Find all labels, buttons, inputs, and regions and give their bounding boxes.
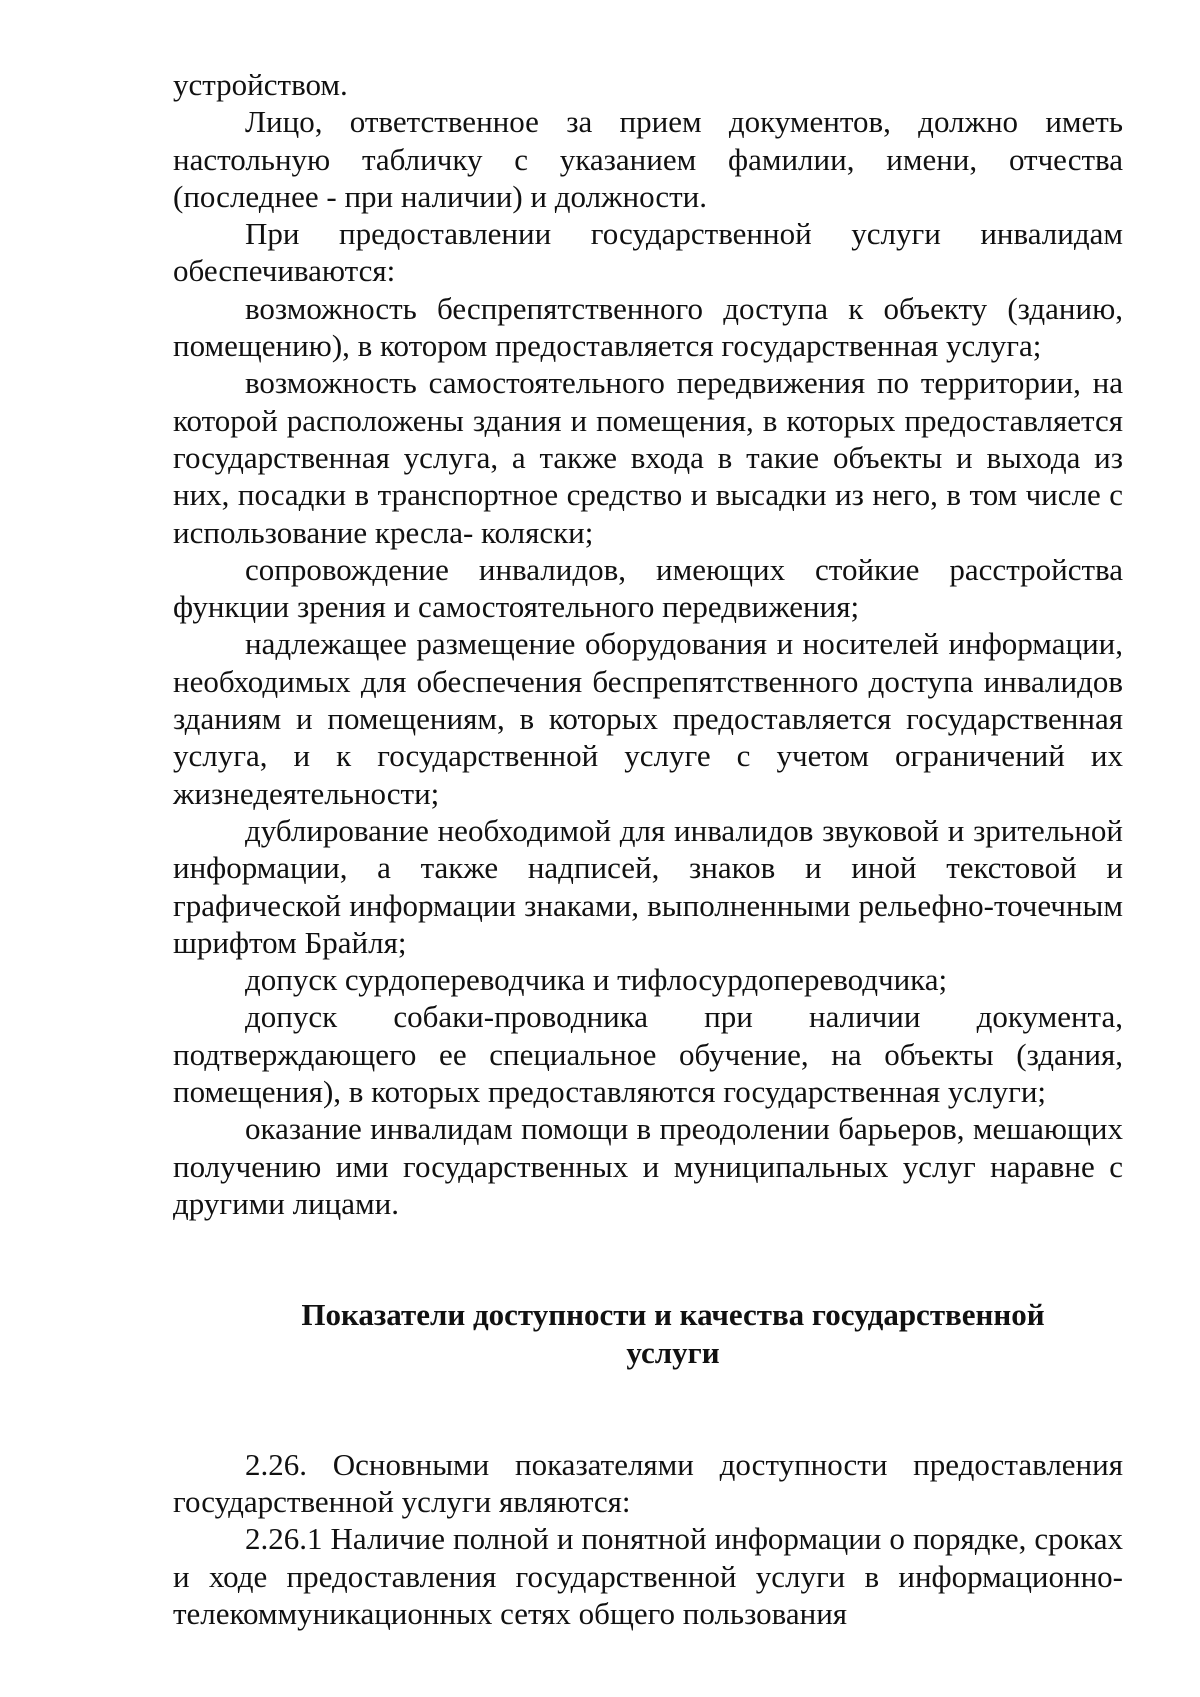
- paragraph-barrier-assistance: оказание инвалидам помощи в преодолении барьеров, мешающих получению ими государственных и муниципальных услуг наравне с другими лицами.: [173, 1111, 1123, 1221]
- paragraph-independent-movement: возможность самостоятельного передвижения по территории, на которой расположены здания и помещения, в которых предоставляется государственная услуга, а также входа в такие объекты и выхода из них, посадки в транспортное средство и высадки из него, в том числе с использование кресла- коляски;: [173, 365, 1123, 550]
- paragraph-guide-dog: допуск собаки-проводника при наличии документа, подтверждающего ее специальное обучение, на объекты (здания, помещения), в которых предоставляются государственная услуги;: [173, 999, 1123, 1110]
- paragraph-equipment-placement: надлежащее размещение оборудования и носителей информации, необходимых для обеспечения беспрепятственного доступа инвалидов зданиям и помещениям, в которых предоставляется государственная услуга, и к государственной услуге с учетом ограничений их жизнедеятельности;: [173, 626, 1123, 811]
- document-body: [173, 66, 1123, 1632]
- paragraph-information-duplication: дублирование необходимой для инвалидов звуковой и зрительной информации, а также надписей, знаков и иной текстовой и графической информации знаками, выполненными рельефно-точечным шрифтом Брайля;: [173, 812, 1123, 960]
- paragraph-disabled-provisions-intro: При предоставлении государственной услуги инвалидам обеспечиваются:: [173, 216, 1123, 289]
- paragraph-responsible-person: Лицо, ответственное за прием документов, должно иметь настольную табличку с указанием фамилии, имени, отчества (последнее - при наличии) и должности.: [173, 104, 1123, 214]
- paragraph-unobstructed-access: возможность беспрепятственного доступа к объекту (зданию, помещению), в котором предоставляется государственная услуга;: [173, 290, 1123, 364]
- spacer: [173, 1371, 1123, 1446]
- section-heading-line-2: услуги: [626, 1334, 720, 1370]
- paragraph-continuation: устройством.: [173, 67, 348, 102]
- paragraph-escort: сопровождение инвалидов, имеющих стойкие расстройства функции зрения и самостоятельного передвижения;: [173, 551, 1123, 625]
- section-heading: [173, 1296, 1123, 1371]
- paragraph-clause-2-26-1: 2.26.1 Наличие полной и понятной информации о порядке, сроках и ходе предоставления государственной услуги в информационно- телекоммуникационных сетях общего пользования: [173, 1521, 1123, 1631]
- spacer: [173, 1222, 1123, 1296]
- section-heading-line-1: Показатели доступности и качества государственной: [301, 1297, 1045, 1333]
- paragraph-clause-2-26: 2.26. Основными показателями доступности предоставления государственной услуги являются:: [173, 1446, 1123, 1520]
- paragraph-sign-interpreter: допуск сурдопереводчика и тифлосурдопереводчика;: [245, 962, 948, 998]
